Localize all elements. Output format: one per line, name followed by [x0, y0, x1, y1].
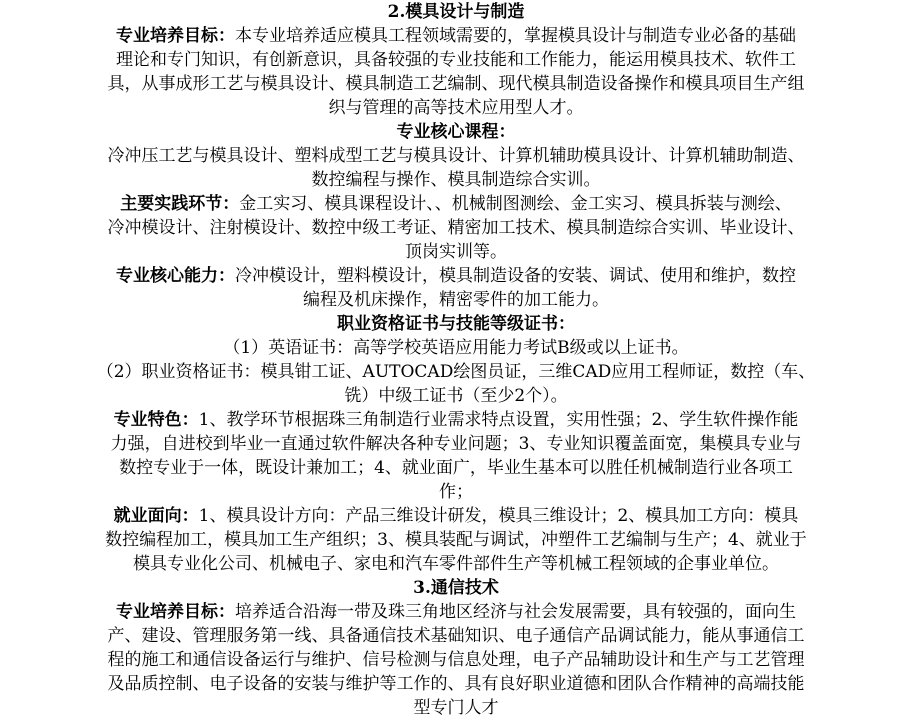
core-courses-label: 专业核心课程：	[396, 122, 516, 142]
section-title-mold: 2.模具设计与制造	[387, 2, 525, 22]
practice-label: 主要实践环节：	[120, 194, 240, 214]
practice-line-1	[0, 192, 912, 216]
core-ability-label: 专业核心能力：	[116, 266, 235, 286]
practice-line-3: 顶岗实训等。	[405, 242, 507, 262]
training-goal-label: 专业培养目标：	[116, 26, 235, 46]
employment-line-2: 数控编程加工，模具加工生产组织；3、模具装配与调试，冲塑件工艺编制与生产；4、就业于	[105, 530, 807, 550]
features-line-1	[0, 408, 912, 432]
section-title-comm: 3.通信技术	[413, 578, 499, 598]
certificates-label: 职业资格证书与技能等级证书：	[337, 314, 575, 334]
features-line-4: 作；	[439, 482, 473, 502]
core-courses-line-1: 冷冲压工艺与模具设计、塑料成型工艺与模具设计、计算机辅助模具设计、计算机辅助制造、	[107, 146, 805, 166]
practice-text: 金工实习、模具课程设计、、机械制图测绘、金工实习、模具拆装与测绘、	[239, 194, 792, 214]
comm-goal-line-5: 型专门人才	[413, 698, 499, 718]
comm-goal-label: 专业培养目标：	[116, 602, 235, 622]
core-ability-line-1	[0, 264, 912, 288]
features-line-3: 数控专业于一体，既设计兼加工；4、就业面广，毕业生基本可以胜任机械制造行业各项工	[119, 458, 793, 478]
employment-line-3: 模具专业化公司、机械电子、家电和汽车零件部件生产等机械工程领域的企事业单位。	[133, 554, 779, 574]
practice-line-2: 冷冲模设计、注射模设计、数控中级工考证、精密加工技术、模具制造综合实训、毕业设计、	[107, 218, 805, 238]
training-goal-line-1	[0, 24, 912, 48]
comm-goal-line-1	[0, 600, 912, 624]
training-goal-line-2: 理论和专门知识，有创新意识，具备较强的专业技能和工作能力，能运用模具技术、软件工	[116, 50, 796, 70]
comm-goal-line-4: 及品质控制、电子设备的安装与维护等工作的、具有良好职业道德和团队合作精神的高端技能	[107, 674, 805, 694]
comm-goal-line-2: 产、建设、管理服务第一线、具备通信技术基础知识、电子通信产品调试能力，能从事通信工	[107, 626, 805, 646]
features-label: 专业特色：	[113, 410, 199, 430]
core-courses-line-2: 数控编程与操作、模具制造综合实训。	[311, 170, 601, 190]
features-text: 1、教学环节根据珠三角制造行业需求特点设置，实用性强；2、学生软件操作能	[198, 410, 799, 430]
employment-label: 就业面向：	[113, 506, 199, 526]
certificates-line-1: （1）英语证书：高等学校英语应用能力考试B级或以上证书。	[223, 338, 689, 358]
training-goal-line-3: 具，从事成形工艺与模具设计、模具制造工艺编制、现代模具制造设备操作和模具项目生产组	[107, 74, 805, 94]
employment-line-1	[0, 504, 912, 528]
certificates-line-3: 铣）中级工证书（至少2个）。	[344, 386, 568, 406]
training-goal-line-4: 织与管理的高等技术应用型人才。	[328, 98, 584, 118]
certificates-line-2: （2）职业资格证书：模具钳工证、AUTOCAD绘图员证，三维CAD应用工程师证，数控（车、	[96, 362, 816, 382]
comm-goal-line-3: 程的施工和通信设备运行与维护、信号检测与信息处理，电子产品辅助设计和生产与工艺管理	[107, 650, 805, 670]
comm-goal-text: 培养适合沿海一带及珠三角地区经济与社会发展需要，具有较强的，面向生	[235, 602, 796, 622]
core-ability-line-2: 编程及机床操作，精密零件的加工能力。	[303, 290, 609, 310]
core-ability-text: 冷冲模设计，塑料模设计，模具制造设备的安装、调试、使用和维护，数控	[235, 266, 796, 286]
features-line-2: 力强，自进校到毕业一直通过软件解决各种专业问题；3、专业知识覆盖面宽，集模具专业与	[110, 434, 802, 454]
training-goal-text: 本专业培养适应模具工程领域需要的，掌握模具设计与制造专业必备的基础	[235, 26, 796, 46]
employment-text: 1、模具设计方向：产品三维设计研发，模具三维设计；2、模具加工方向：模具	[198, 506, 799, 526]
